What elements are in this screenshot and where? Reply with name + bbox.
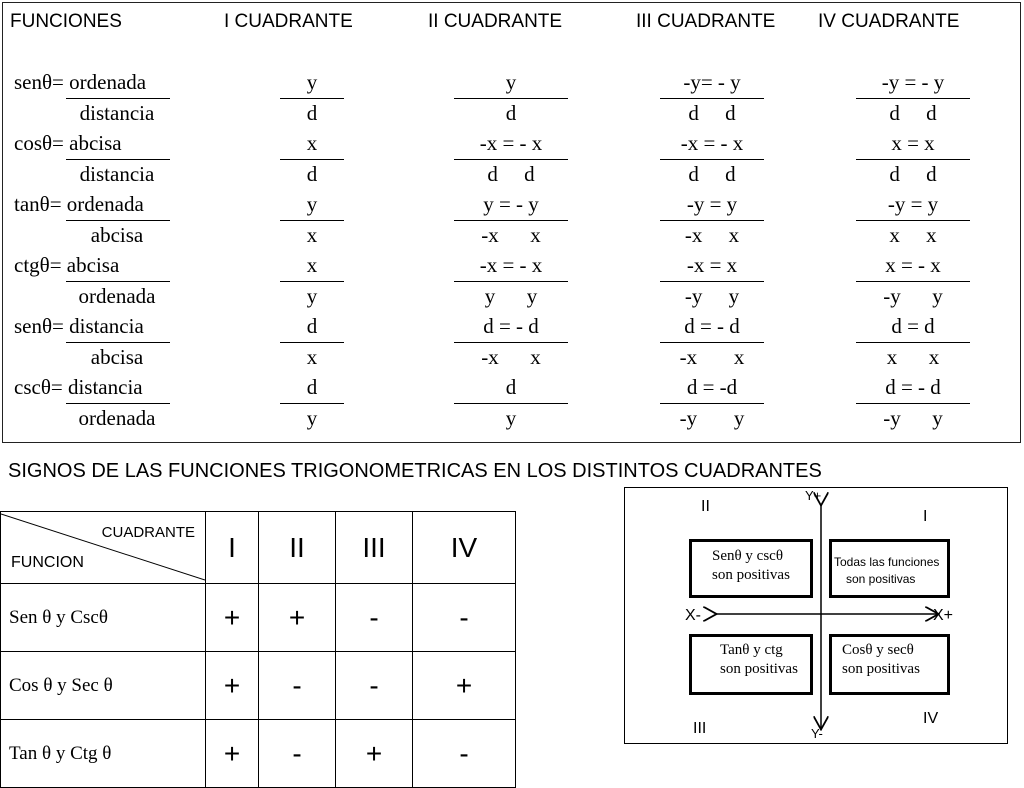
fraction-bar [454,159,568,160]
q1-num-row-0: y [306,70,318,94]
header-q2: II CUADRANTE [428,11,563,32]
def-den-row-1: distancia [79,162,155,186]
q2-num-row-1: -x = - x [479,131,543,155]
q1-num-row-5: d [306,375,318,399]
sign-cell: + [259,584,336,652]
row-label-sen: Sen θ y Cscθ [1,584,206,652]
q3-den-row-5: -y y [679,406,745,430]
q2-den-row-5: y [505,406,517,430]
box-q3-line2: son positivas [720,661,798,677]
fraction-bar [66,159,170,160]
q3-den-row-3: -y y [684,284,740,308]
box-q3 [689,634,813,695]
fraction-bar [660,403,764,404]
quadrant-iii-label: III [693,720,707,737]
fraction-bar [66,342,170,343]
fraction-bar [280,403,344,404]
fraction-bar [66,98,170,99]
fraction-bar [66,403,170,404]
quadrant-iv-label: IV [923,710,939,727]
corner-top-label: CUADRANTE [101,524,195,541]
fraction-bar [660,98,764,99]
q1-num-row-3: x [306,253,318,277]
header-funciones: FUNCIONES [10,11,122,32]
box-q2 [689,539,813,598]
box-q2-line1: Senθ y cscθ [712,548,784,564]
def-den-row-4: abcisa [90,345,144,369]
fraction-bar [66,220,170,221]
q4-den-row-2: x x [889,223,937,247]
def-num-row-2: tanθ= ordenada [14,192,144,216]
row-label-cos: Cos θ y Sec θ [1,652,206,720]
box-q1-line2: son positivas [846,572,916,586]
q3-num-row-5: d = -d [686,375,738,399]
def-num-row-3: ctgθ= abcisa [14,253,120,277]
q4-num-row-4: d = d [891,314,935,338]
box-q2-line2: son positivas [712,567,790,583]
q4-num-row-5: d = - d [885,375,941,399]
sign-cell: - [413,584,516,652]
sign-cell: - [413,720,516,788]
q4-den-row-4: x x [886,345,940,369]
q1-den-row-5: y [306,406,318,430]
q2-den-row-3: y y [484,284,538,308]
q2-num-row-0: y [505,70,517,94]
q1-den-row-0: d [306,101,318,125]
q2-den-row-2: -x x [481,223,541,247]
q1-num-row-1: x [306,131,318,155]
box-q4 [829,634,950,695]
fraction-bar [660,159,764,160]
col-i: I [206,512,259,584]
box-q4-line1: Cosθ y secθ [842,642,914,658]
q4-num-row-0: -y = - y [881,70,945,94]
def-den-row-3: ordenada [78,284,156,308]
fraction-bar [454,98,568,99]
fraction-bar [660,342,764,343]
q1-den-row-2: x [306,223,318,247]
header-q4: IV CUADRANTE [818,11,960,32]
q3-den-row-1: d d [688,162,736,186]
q4-num-row-1: x = x [891,131,935,155]
fraction-bar [280,159,344,160]
q3-num-row-1: -x = - x [680,131,744,155]
sign-cell: + [336,720,413,788]
fraction-bar [856,342,970,343]
corner-bottom-label: FUNCION [11,554,84,571]
q3-num-row-2: -y = y [686,192,738,216]
q1-den-row-1: d [306,162,318,186]
box-q1-line1: Todas las funciones [834,555,940,569]
sign-cell: + [413,652,516,720]
fraction-bar [280,220,344,221]
sign-cell: - [259,652,336,720]
fraction-bar [856,220,970,221]
fraction-bar [280,281,344,282]
box-q1 [829,539,950,598]
header-q3: III CUADRANTE [636,11,776,32]
signs-title: SIGNOS DE LAS FUNCIONES TRIGONOMETRICAS EN LOS DISTINTOS CUADRANTES [8,460,822,482]
fraction-bar [280,98,344,99]
q2-den-row-4: -x x [481,345,541,369]
x-minus-label: X- [685,607,701,624]
fraction-bar [66,281,170,282]
header-q1: I CUADRANTE [224,11,353,32]
fraction-bar [454,342,568,343]
corner-cell [1,512,206,584]
sign-cell: - [336,652,413,720]
fraction-bar [660,220,764,221]
fraction-bar [454,403,568,404]
def-den-row-2: abcisa [90,223,144,247]
sign-cell: + [206,584,259,652]
fraction-bar [660,281,764,282]
q1-num-row-4: d [306,314,318,338]
q2-num-row-5: d [505,375,517,399]
def-den-row-5: ordenada [78,406,156,430]
box-q4-line2: son positivas [842,661,920,677]
def-num-row-1: cosθ= abcisa [14,131,122,155]
q4-den-row-0: d d [889,101,937,125]
q1-den-row-3: y [306,284,318,308]
sign-cell: + [206,720,259,788]
x-plus-label: X+ [933,607,954,624]
q4-den-row-5: -y y [883,406,943,430]
q3-num-row-3: -x = x [686,253,738,277]
q2-num-row-4: d = - d [483,314,539,338]
quadrant-i-label: I [923,508,928,525]
fraction-bar [454,220,568,221]
q4-den-row-3: -y y [883,284,943,308]
fraction-bar [454,281,568,282]
sign-cell: + [206,652,259,720]
q3-num-row-0: -y= - y [683,70,741,94]
def-den-row-0: distancia [79,101,155,125]
sign-cell: - [336,584,413,652]
box-q3-line1: Tanθ y ctg [720,642,783,658]
col-iii: III [336,512,413,584]
row-label-tan: Tan θ y Ctg θ [1,720,206,788]
q3-den-row-2: -x x [684,223,740,247]
fraction-bar [856,281,970,282]
q2-den-row-1: d d [487,162,535,186]
q3-num-row-4: d = - d [684,314,740,338]
quadrant-diagram [624,487,1008,744]
q4-den-row-1: d d [889,162,937,186]
fraction-bar [856,403,970,404]
fraction-bar [856,98,970,99]
q1-den-row-4: x [306,345,318,369]
q4-num-row-2: -y = y [887,192,939,216]
q2-num-row-2: y = - y [483,192,539,216]
def-num-row-0: senθ= ordenada [14,70,147,94]
y-plus-label: Y+ [805,488,822,503]
col-ii: II [259,512,336,584]
q4-num-row-3: x = - x [885,253,941,277]
col-iv: IV [413,512,516,584]
q2-den-row-0: d [505,101,517,125]
quadrant-ii-label: II [701,498,710,515]
q2-num-row-3: -x = - x [479,253,543,277]
fraction-bar [856,159,970,160]
def-num-row-5: cscθ= distancia [14,375,143,399]
q3-den-row-0: d d [688,101,736,125]
y-minus-label: Y- [811,726,823,741]
def-num-row-4: senθ= distancia [14,314,144,338]
fraction-bar [280,342,344,343]
q1-num-row-2: y [306,192,318,216]
q3-den-row-4: -x x [679,345,745,369]
signs-table [0,511,516,788]
sign-cell: - [259,720,336,788]
